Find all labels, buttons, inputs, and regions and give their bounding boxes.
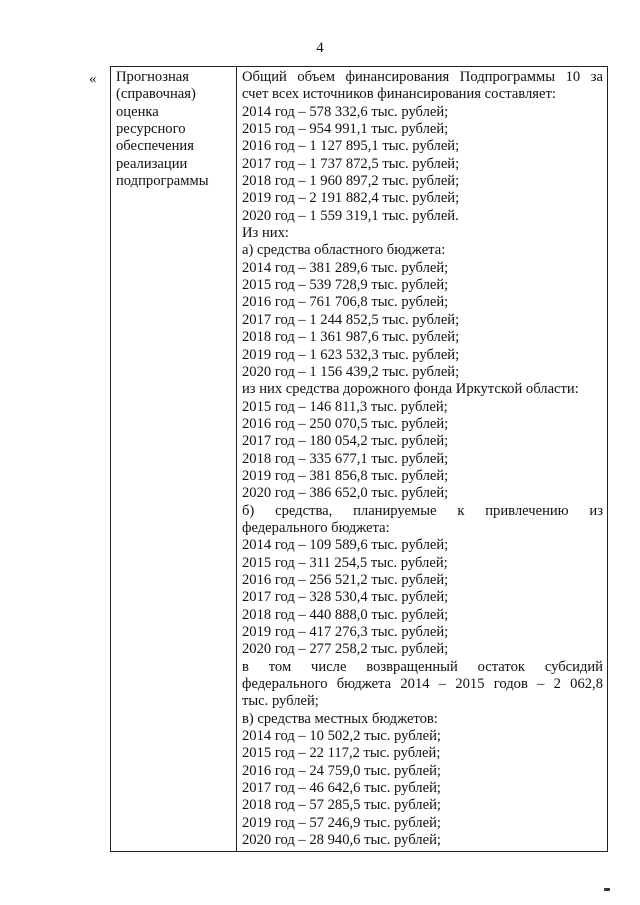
funding-line: 2016 год – 256 521,2 тыс. рублей; [242, 571, 449, 588]
funding-line: из них средства дорожного фонда Иркутской области: [242, 381, 579, 398]
funding-line: 2019 год – 2 191 882,4 тыс. рублей; [242, 190, 460, 207]
funding-line: 2014 год – 578 332,6 тыс. рублей; [242, 103, 449, 120]
funding-line: Общий объем финансирования Подпрограммы 10 за [242, 69, 603, 85]
funding-line: 2015 год – 146 811,3 тыс. рублей; [242, 398, 448, 415]
funding-line: 2018 год – 57 285,5 тыс. рублей; [242, 797, 441, 814]
funding-line: б) средства, планируемые к привлечению из [242, 502, 603, 519]
funding-line: 2015 год – 539 728,9 тыс. рублей; [242, 277, 449, 294]
heading-line: оценка [116, 103, 159, 120]
heading-line: ресурсного [116, 121, 186, 138]
opening-quote-mark: « [89, 71, 97, 87]
funding-line: а) средства областного бюджета: [242, 242, 446, 259]
heading-line: обеспечения [116, 138, 194, 155]
funding-line: 2018 год – 1 960 897,2 тыс. рублей; [242, 173, 460, 190]
row-heading-lines [116, 69, 232, 190]
page-number: 4 [316, 40, 324, 56]
heading-line: Прогнозная [116, 69, 189, 85]
funding-line: 2018 год – 440 888,0 тыс. рублей; [242, 606, 449, 623]
funding-line: 2016 год – 24 759,0 тыс. рублей; [242, 762, 441, 779]
row-heading-cell [111, 67, 237, 852]
funding-line: 2016 год – 761 706,8 тыс. рублей; [242, 294, 449, 311]
table-row [111, 67, 608, 852]
funding-line: 2015 год – 311 254,5 тыс. рублей; [242, 554, 448, 571]
funding-table [110, 66, 608, 852]
funding-line: 2020 год – 1 156 439,2 тыс. рублей; [242, 363, 460, 380]
heading-line: подпрограммы [116, 173, 209, 190]
funding-line: 2018 год – 335 677,1 тыс. рублей; [242, 450, 449, 467]
funding-line: 2019 год – 1 623 532,3 тыс. рублей; [242, 346, 460, 363]
funding-line: 2014 год – 10 502,2 тыс. рублей; [242, 728, 441, 745]
funding-line: 2015 год – 22 117,2 тыс. рублей; [242, 745, 441, 762]
funding-line: Из них: [242, 225, 289, 242]
funding-line: счет всех источников финансирования составляет: [242, 86, 556, 103]
funding-line: 2019 год – 381 856,8 тыс. рублей; [242, 467, 449, 484]
funding-line: в) средства местных бюджетов: [242, 710, 438, 727]
funding-details-lines [242, 69, 603, 849]
funding-line: 2017 год – 46 642,6 тыс. рублей; [242, 780, 441, 797]
funding-line: 2014 год – 381 289,6 тыс. рублей; [242, 259, 449, 276]
heading-line: (справочная) [116, 86, 196, 103]
funding-line: 2016 год – 1 127 895,1 тыс. рублей; [242, 138, 460, 155]
funding-line: 2019 год – 57 246,9 тыс. рублей; [242, 814, 441, 831]
funding-line: в том числе возвращенный остаток субсидий [242, 658, 603, 675]
scan-artifact-mark [604, 888, 610, 891]
funding-line: 2020 год – 386 652,0 тыс. рублей; [242, 485, 449, 502]
funding-line: 2020 год – 277 258,2 тыс. рублей; [242, 641, 449, 658]
funding-line: 2017 год – 328 530,4 тыс. рублей; [242, 589, 449, 606]
funding-line: 2017 год – 1 244 852,5 тыс. рублей; [242, 311, 460, 328]
funding-line: тыс. рублей; [242, 693, 319, 710]
funding-line: 2017 год – 180 054,2 тыс. рублей; [242, 433, 449, 450]
funding-line: федерального бюджета 2014 – 2015 годов – 2 062,8 [242, 676, 603, 693]
funding-line: 2020 год – 28 940,6 тыс. рублей; [242, 832, 441, 849]
funding-line: 2015 год – 954 991,1 тыс. рублей; [242, 121, 449, 138]
funding-line: федерального бюджета: [242, 519, 390, 536]
funding-line: 2020 год – 1 559 319,1 тыс. рублей. [242, 207, 459, 224]
funding-details-cell [237, 67, 608, 852]
heading-line: реализации [116, 155, 188, 172]
funding-line: 2014 год – 109 589,6 тыс. рублей; [242, 537, 449, 554]
funding-line: 2018 год – 1 361 987,6 тыс. рублей; [242, 329, 460, 346]
funding-line: 2019 год – 417 276,3 тыс. рублей; [242, 624, 449, 640]
funding-line: 2016 год – 250 070,5 тыс. рублей; [242, 415, 449, 432]
funding-line: 2017 год – 1 737 872,5 тыс. рублей; [242, 155, 460, 172]
funding-table-wrapper [110, 66, 603, 852]
